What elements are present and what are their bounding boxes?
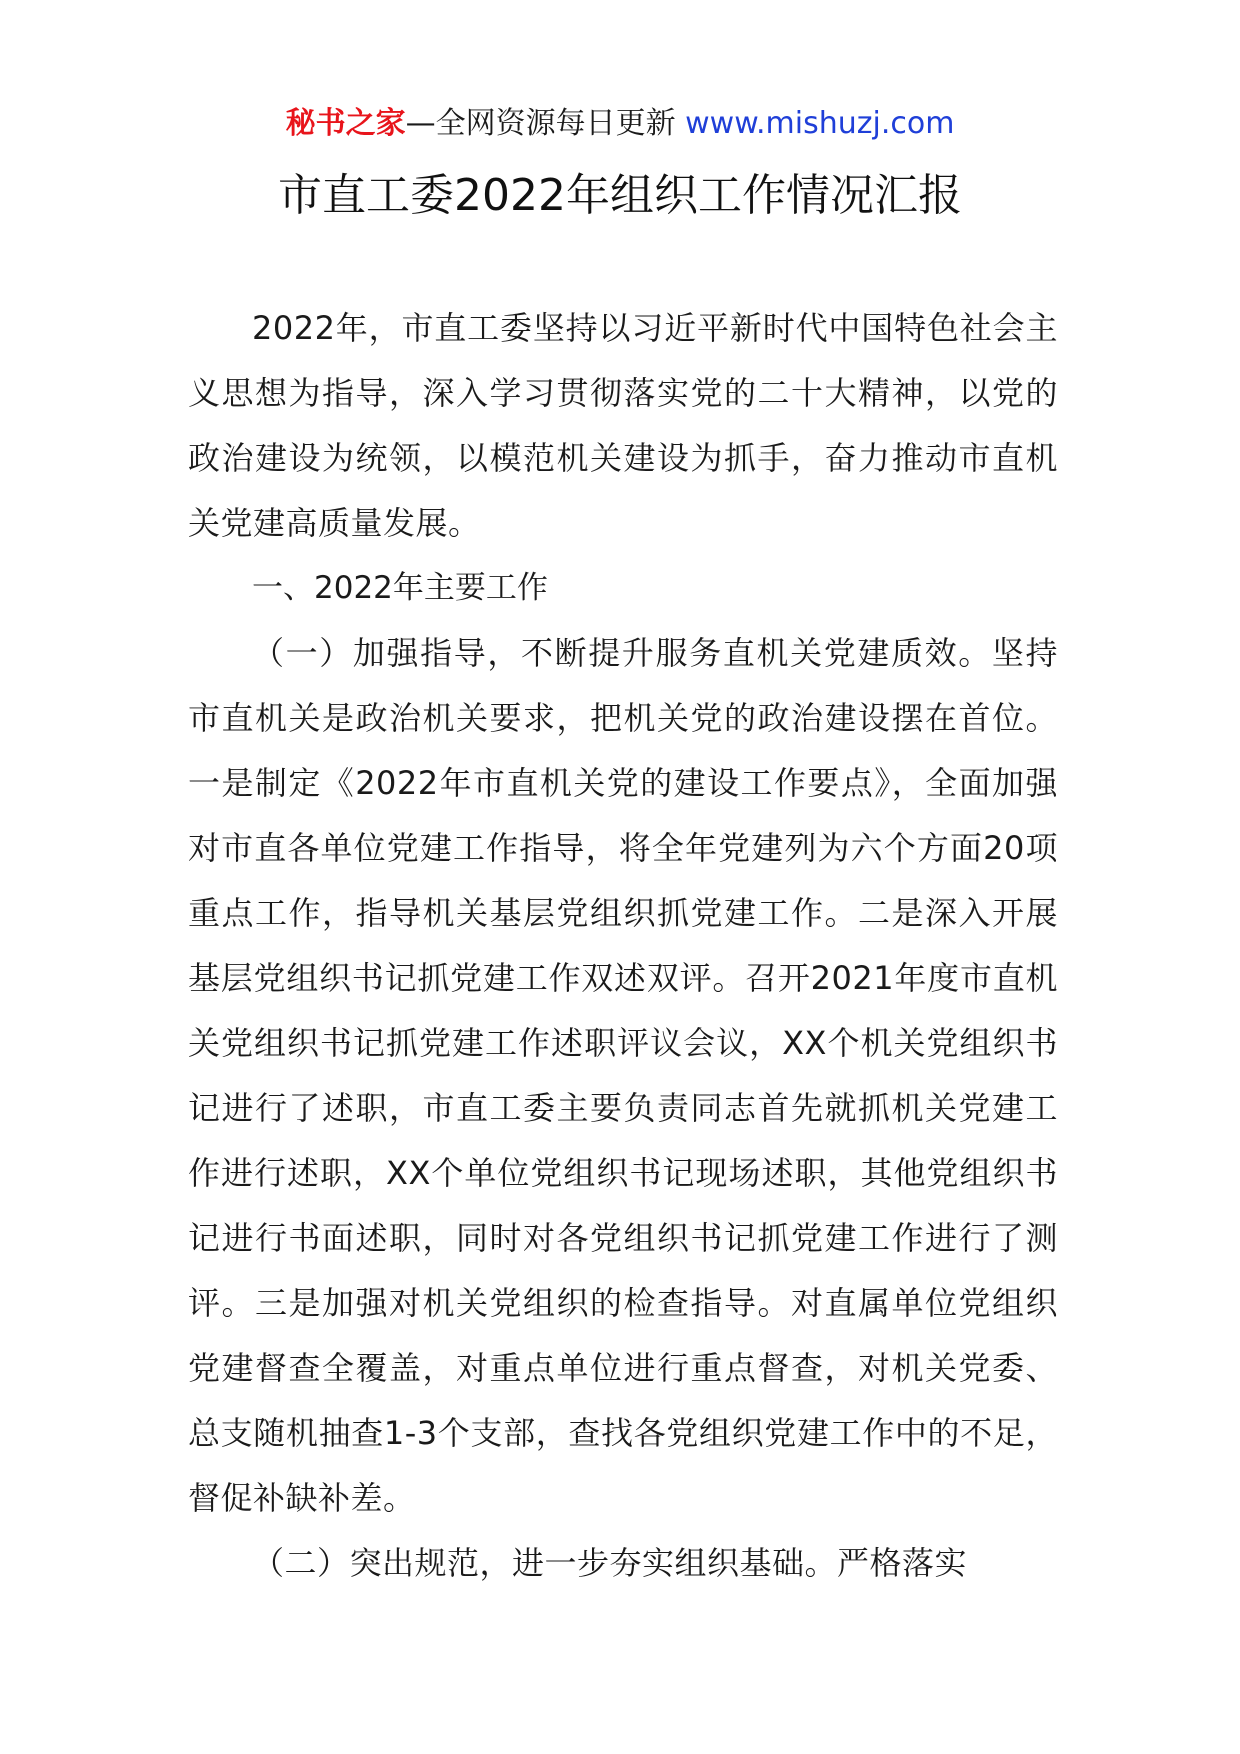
- body-paragraph: （二）突出规范，进一步夯实组织基础。严格落实: [252, 1544, 968, 1582]
- body-paragraph: （一）加强指导，不断提升服务直机关党建质效。坚持市直机关是政治机关要求，把机关党的政治建设摆在首位。一是制定《2022年市直机关党的建设工作要点》，全面加强对市直各单位党建工作指导，将全年党建列为六个方面20项重点工作，指导机关基层党组织抓党建工作。二是深入开展基层党组织书记抓党建工作双述双评。召开2021年度市直机关党组织书记抓党建工作述职评议会议，XX个机关党组织书记进行了述职，市直工委主要负责同志首先就抓机关党建工作进行述职，XX个单位党组织书记现场述职，其他党组织书记进行书面述职，同时对各党组织书记抓党建工作进行了测评。三是加强对机关党组织的检查指导。对直属单位党组织党建督查全覆盖，对重点单位进行重点督查，对机关党委、总支随机抽查1-3个支部，查找各党组织党建工作中的不足，督促补缺补差。: [188, 634, 1058, 1517]
- brand-name: 秘书之家: [285, 106, 406, 141]
- section-heading: 一、2022年主要工作: [252, 570, 548, 606]
- intro-paragraph: 2022年，市直工委坚持以习近平新时代中国特色社会主义思想为指导，深入学习贯彻落实党的二十大精神，以党的政治建设为统领，以模范机关建设为抓手，奋力推动市直机关党建高质量发展。: [188, 309, 1058, 542]
- site-header: [0, 102, 1240, 146]
- site-url-link[interactable]: www.mishuzj.com: [685, 106, 955, 141]
- header-tagline: —全网资源每日更新: [405, 106, 676, 141]
- document-title: 市直工委2022年组织工作情况汇报: [278, 170, 962, 221]
- document-body: [188, 296, 1058, 1596]
